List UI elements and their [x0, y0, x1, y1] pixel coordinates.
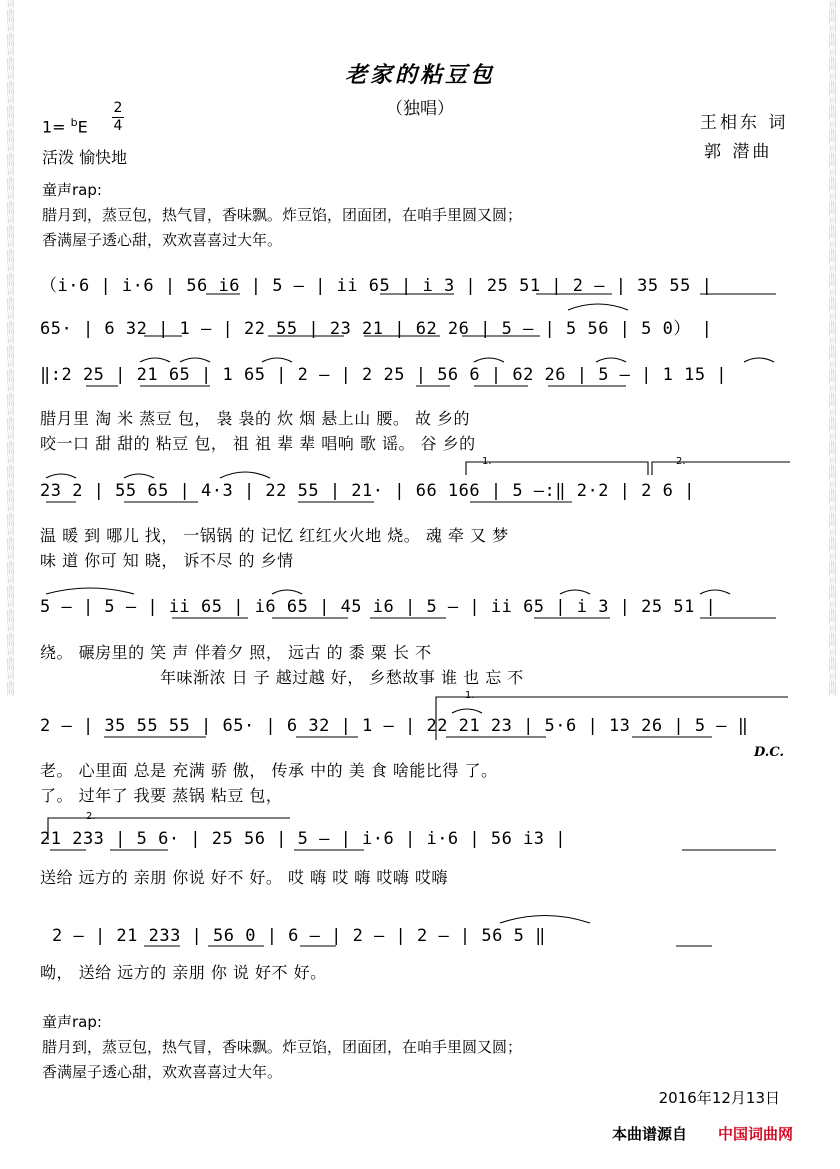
lyrics-row-4a: 温 暖 到 哪儿 找， 一锅锅 的 记忆 红红火火地 烧。 魂 牵 又 梦 — [40, 526, 509, 545]
tie-row4b — [124, 474, 154, 478]
tie-row5c — [560, 590, 590, 594]
tie-row6 — [452, 709, 482, 713]
volta-first-mid: 1. — [465, 690, 475, 701]
tie-row5a — [46, 588, 134, 594]
date-stamp: 2016年12月13日 — [658, 1089, 780, 1107]
volta-bracket-4 — [48, 818, 290, 840]
lyrics-row-5a: 绕。 碾房里的 笑 声 伴着夕 照， 远古 的 黍 粟 长 不 — [40, 643, 432, 662]
volta-second-top: 2. — [676, 456, 686, 467]
tie-row4a — [46, 474, 76, 478]
lyrics-row-6a: 老。 心里面 总是 充满 骄 傲， 传承 中的 美 食 啥能比得 了。 — [40, 761, 498, 780]
side-watermark-right: 词曲网词曲网词曲网词曲网词曲网词曲网词曲网词曲网词曲网词曲网词曲网词曲网词曲网词曲网词曲网词曲网词曲网词曲网词曲网词曲网词曲网词曲网词曲网词曲网词曲网词曲网词曲网词曲网词曲网 — [828, 0, 837, 696]
song-title: 老家的粘豆包 — [344, 62, 495, 88]
volta-bracket-3 — [436, 697, 788, 740]
score-row-2: 65· | 6 32 | 1 — | 22 55 | 23 21 | 62 26 | 5 — | 5 56 | 5 0） | — [40, 319, 713, 339]
score-row-8: 2 — | 21 233 | 56 0 | 6 — | 2 — | 2 — | 56 5 ‖ — [52, 926, 546, 946]
lyrics-row-3b: 咬一口 甜 甜的 粘豆 包， 祖 祖 辈 辈 唱响 歌 谣。 谷 乡的 — [40, 434, 476, 453]
lyricist-credit: 王相东 词 — [700, 113, 789, 133]
volta-bracket-1 — [466, 462, 648, 475]
tie-row3c — [262, 358, 292, 362]
tie-row3a — [140, 358, 170, 362]
volta-first-top: 1. — [482, 456, 492, 467]
meter-top: 2 — [113, 100, 123, 116]
song-subtitle: （独唱） — [386, 99, 454, 119]
rap-bottom-line2: 香满屋子透心甜，欢欢喜喜过大年。 — [42, 1063, 283, 1081]
rap-top-line1: 腊月到，蒸豆包，热气冒，香味飘。炸豆馅，团面团，在咱手里圆又圆； — [42, 206, 523, 224]
tie-row3e — [596, 358, 626, 362]
meter-bottom: 4 — [113, 118, 123, 134]
rap-bottom-label: 童声rap: — [42, 1013, 102, 1031]
da-capo-mark: D.C. — [754, 745, 784, 760]
key-prefix: 1= — [42, 117, 71, 137]
tempo-marking: 活泼 愉快地 — [42, 148, 128, 167]
score-row-4: 23 2 | 55 65 | 4·3 | 22 55 | 21· | 66 166 | 5 —:‖ 2·2 | 2 6 | — [40, 481, 695, 501]
score-row-6: 2 — | 35 55 55 | 65· | 6 32 | 1 — | 22 21 23 | 5·6 | 13 26 | 5 — ‖ — [40, 716, 749, 736]
key-note: E — [77, 117, 88, 137]
tie-row5b — [272, 590, 302, 594]
composer-credit: 郭 潜曲 — [704, 142, 773, 162]
key-flat: b — [70, 116, 78, 129]
source-label: 本曲谱源自 — [612, 1125, 688, 1143]
score-row-3: ‖:2 25 | 21 65 | 1 65 | 2 — | 2 25 | 56 6 | 62 26 | 5 — | 1 15 | — [40, 365, 728, 385]
score-row-1: （i·6 | i·6 | 56 i6 | 5 — | ii 65 | i 3 | 25 51 | 2 — | 35 55 | — [40, 276, 713, 296]
lyrics-row-5b: 年味渐浓 日 子 越过越 好， 乡愁故事 谁 也 忘 不 — [160, 668, 524, 687]
tie-row2 — [568, 304, 628, 310]
volta-bracket-2 — [652, 462, 790, 475]
lyrics-row-7: 送给 远方的 亲朋 你说 好不 好。 哎 嗨 哎 嗨 哎嗨 哎嗨 — [40, 868, 448, 887]
rap-top-label: 童声rap: — [42, 181, 102, 199]
tie-row3d — [474, 358, 504, 362]
tie-row3b — [180, 358, 210, 362]
tie-row3f — [744, 358, 774, 362]
rap-bottom-line1: 腊月到，蒸豆包，热气冒，香味飘。炸豆馅，团面团，在咱手里圆又圆； — [42, 1038, 523, 1056]
score-row-7: 21 233 | 5 6· | 25 56 | 5 — | i·6 | i·6 | 56 i3 | — [40, 829, 567, 849]
rap-top-line2: 香满屋子透心甜，欢欢喜喜过大年。 — [42, 231, 283, 249]
tie-row5d — [700, 590, 730, 594]
volta-second-bottom: 2. — [86, 811, 96, 822]
score-row-5: 5 — | 5 — | ii 65 | i6 65 | 45 i6 | 5 — | ii 65 | i 3 | 25 51 | — [40, 597, 717, 617]
lyrics-row-3a: 腊月里 淘 米 蒸豆 包， 袅 袅的 炊 烟 悬上山 腰。 故 乡的 — [40, 409, 471, 428]
source-site-link[interactable]: 中国词曲网 — [718, 1125, 794, 1143]
lyrics-row-4b: 味 道 你可 知 晓， 诉不尽 的 乡情 — [40, 551, 294, 570]
tie-row8 — [500, 916, 590, 924]
lyrics-row-6b: 了。 过年了 我要 蒸锅 粘豆 包， — [40, 786, 283, 805]
lyrics-row-8: 呦， 送给 远方的 亲朋 你 说 好不 好。 — [40, 963, 327, 982]
side-watermark-left: 词曲网词曲网词曲网词曲网词曲网词曲网词曲网词曲网词曲网词曲网词曲网词曲网词曲网词曲网词曲网词曲网词曲网词曲网词曲网词曲网词曲网词曲网词曲网词曲网词曲网词曲网词曲网词曲网词曲网 — [6, 0, 15, 696]
tie-row4c — [220, 472, 270, 478]
